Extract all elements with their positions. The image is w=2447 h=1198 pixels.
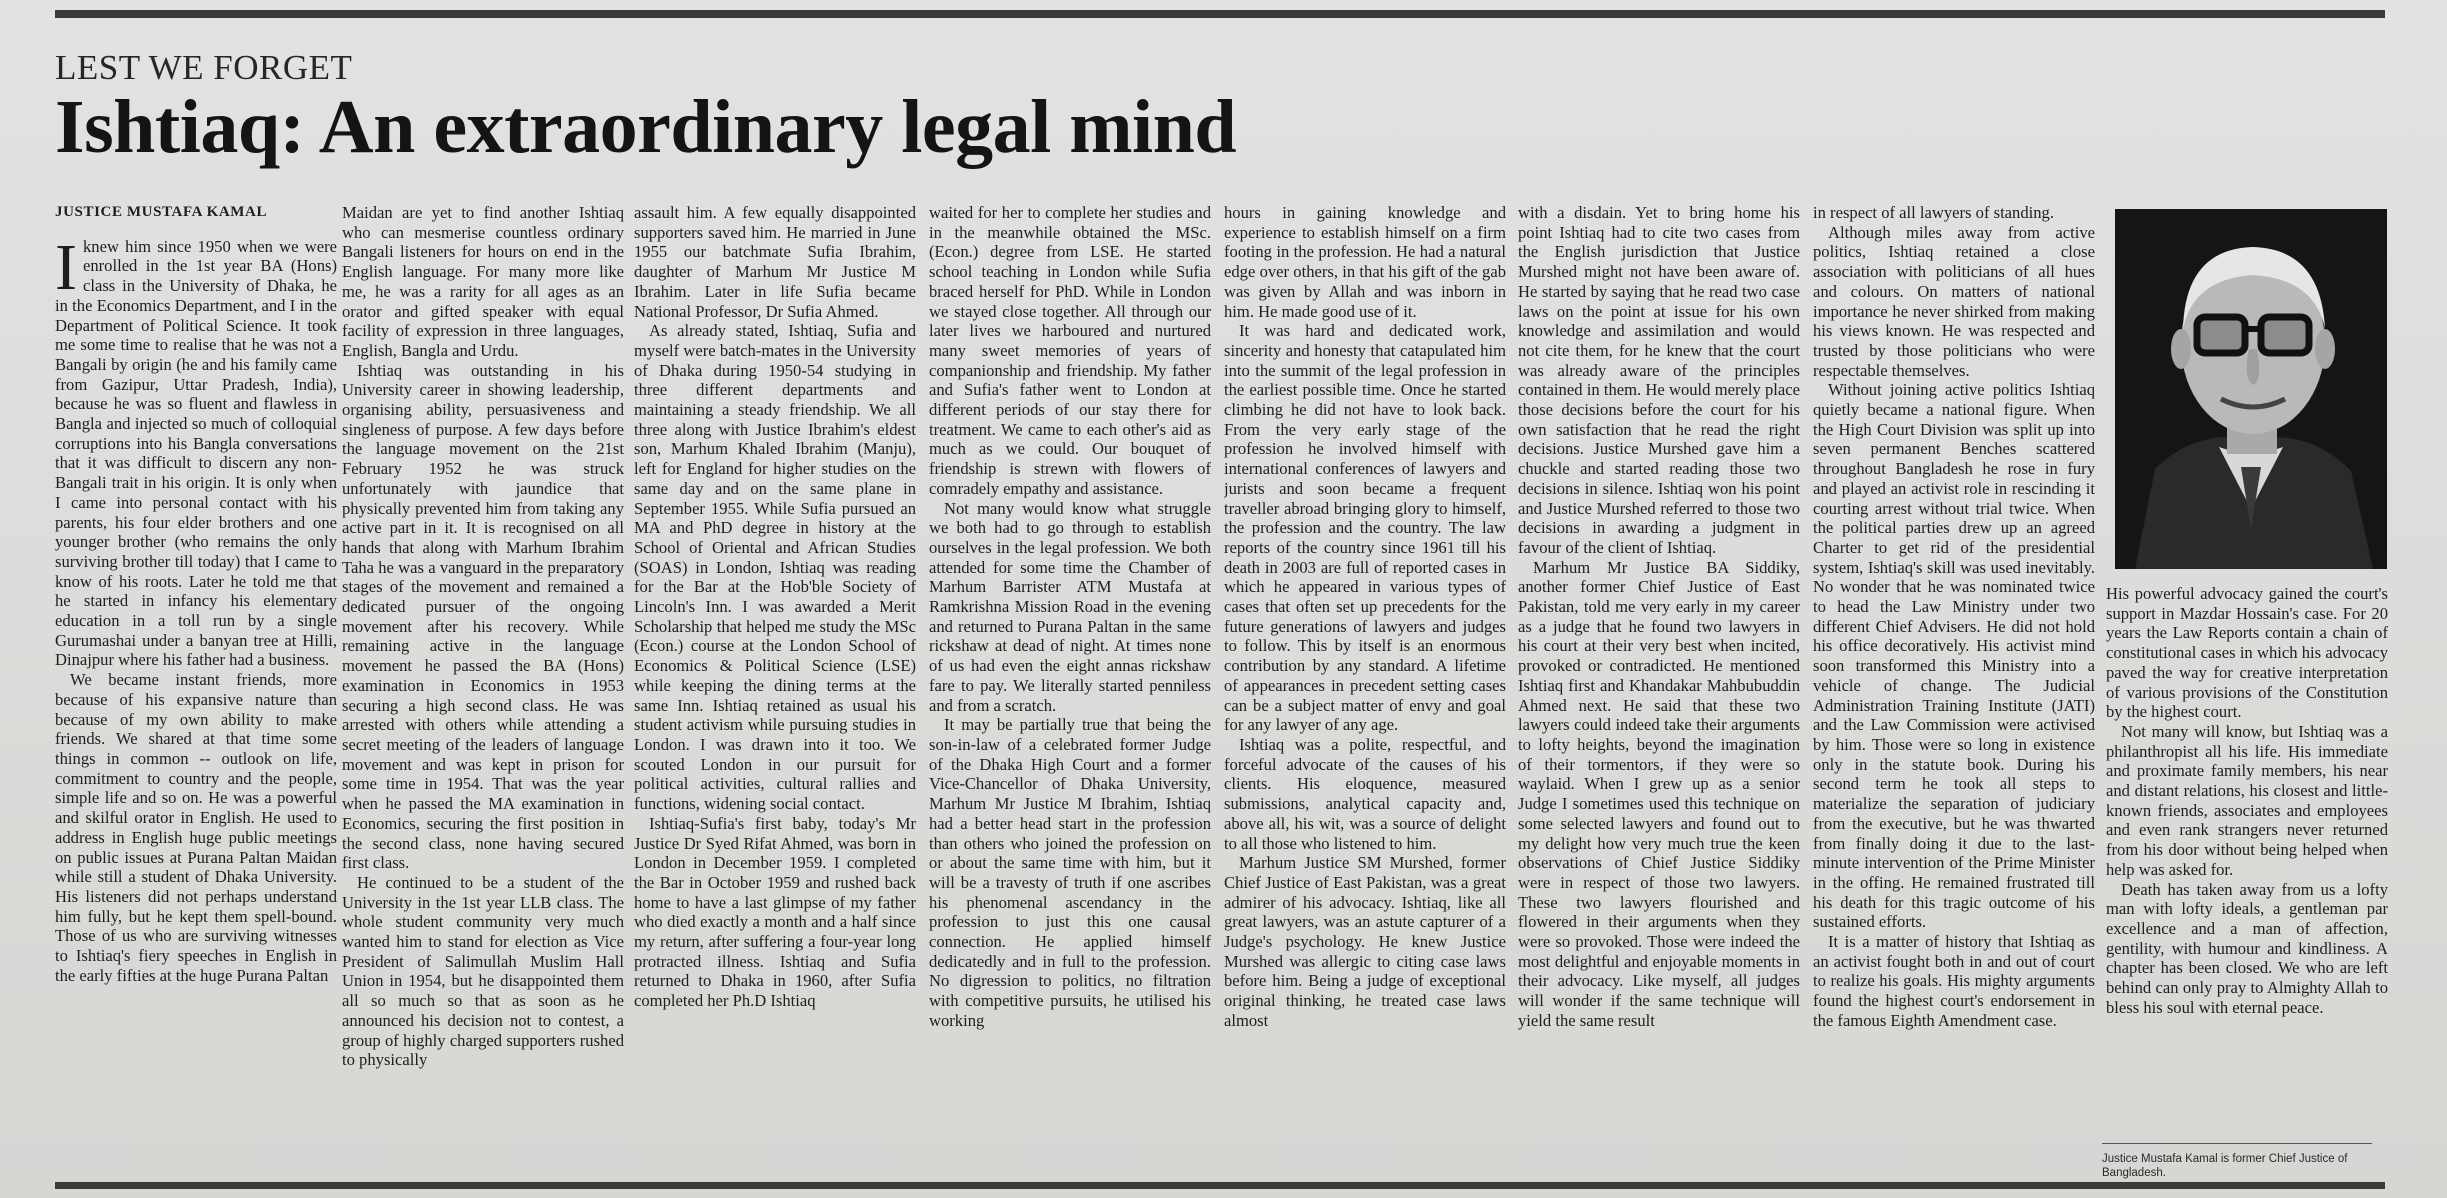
article-column-3 <box>634 203 916 1178</box>
paragraph: hours in gaining knowledge and experience to establish himself on a firm footing in the profession. He had a natural edge over others, in that his gift of the gab was given by Allah and was inborn in him. He made good use of it. <box>1224 203 1506 321</box>
paragraph: It may be partially true that being the son-in-law of a celebrated former Judge of the Dhaka High Court and a former Vice-Chancellor of Dhaka University, Marhum Mr Justice M Ibrahim, Ishtiaq had a better head start in the profession than others who joined the profession on or about the same time with him, but it will be a travesty of truth if one ascribes his phenomenal ascendancy in the profession to just this one causal connection. He applied himself dedicatedly and in full to the profession. No digression to politics, no filtration with competitive pursuits, he utilised his working <box>929 715 1211 1030</box>
paragraph: Ishtiaq was outstanding in his University career in showing leadership, organising ability, persuasiveness and singleness of purpose. A few days before the language movement on the 21st February 1952 he was struck unfortunately with jaundice that physically prevented him from taking any active part in it. It is recognised on all hands that along with Marhum Ibrahim Taha he was a vanguard in the preparatory stages of the movement and remained a dedicated pursuer of the ongoing movement after his recovery. While remaining active in the language movement he passed the BA (Hons) examination in Economics in 1953 securing a high second class. He was arrested with others while attending a secret meeting of the leaders of language movement and was kept in prison for some time in 1954. That was the year when he passed the MA examination in Economics, securing the first position in the second class, none having secured first class. <box>342 360 624 873</box>
author-caption: Justice Mustafa Kamal is former Chief Justice of Bangladesh. <box>2102 1153 2348 1179</box>
article-column-4 <box>929 203 1211 1178</box>
paragraph: in respect of all lawyers of standing. <box>1813 203 2054 222</box>
article-column-6 <box>1518 203 1800 1178</box>
paragraph: Iknew him since 1950 when we were enrolled in the 1st year BA (Hons) class in the University of Dhaka, he in the Economics Department, and I in the Department of Political Science. It took me some time to realise that he was not a Bangali by origin (he and his family came from Gazipur, Uttar Pradesh, India), because he was so fluent and flawless in Bangla and injected so much of colloquial corruptions into his Bangla conversations that it was difficult to discern any non-Bangali trait in his origin. It is only when I came into personal contact with his parents, his four elder brothers and one younger brother (who remains the only surviving brother till today) that I came to know of his roots. Later he told me that he started in infancy his elementary education in a toll run by a single Gurumashai under a banyan tree at Hilli, Dinajpur where his father had a business. <box>55 230 337 670</box>
paragraph: As already stated, Ishtiaq, Sufia and myself were batch-mates in the University of Dhaka during 1950-54 studying in three different departments and maintaining a steady friendship. We all three along with Justice Ibrahim's eldest son, Marhum Khaled Ibrahim (Manju), left for England for higher studies on the same day and on the same plane in September 1955. While Sufia pursued an MA and PhD degree in history at the School of Oriental and African Studies (SOAS) in London, Ishtiaq was reading for the Bar at the Hob'ble Society of Lincoln's Inn. I was awarded a Merit Scholarship that helped me study the MSc (Econ.) course at the London School of Economics & Political Science (LSE) while keeping the dining terms at the same Inn. Ishtiaq retained as usual his student activism while pursuing studies in London. I was drawn into it too. We scouted London in our pursuit for political activities, cultural rallies and functions, widening social contact. <box>634 321 916 814</box>
byline: JUSTICE MUSTAFA KAMAL <box>55 204 268 220</box>
paragraph: assault him. A few equally disappointed supporters saved him. He married in June 1955 our batchmate Sufia Ibrahim, daughter of Marhum Mr Justice M Ibrahim. Later in life Sufia became National Professor, Dr Sufia Ahmed. <box>634 203 916 321</box>
paragraph: Death has taken away from us a lofty man with lofty ideals, a gentleman par excellence and a man of affection, gentility, with humour and kindliness. A chapter has been closed. We who are left behind can only pray to Almighty Allah to bless his soul with eternal peace. <box>2106 879 2388 1017</box>
paragraph: Without joining active politics Ishtiaq quietly became a national figure. When the High Court Division was split up into seven permanent Benches scattered throughout Bangladesh he rose in fury and played an activist role in rescinding it courting arrest without trial twice. When the political parties drew up an agreed Charter to get rid of the presidential system, Ishtiaq's skill was used inevitably. No wonder that he was nominated twice to head the Law Ministry under two different Chief Advisers. He did not hold his office decoratively. His activist mind soon transformed this Ministry into a vehicle of change. The Judicial Administration Training Institute (JATI) and the Law Commission were activised by him. Those were so long in existence only in the statute book. During his second term he took all steps to materialize the separation of judiciary from the executive, but he was thwarted from finally doing it due to the last-minute intervention of the Prime Minister in the offing. He remained frustrated till his death for this tragic outcome of his sustained efforts. <box>1813 380 2095 932</box>
paragraph: His powerful advocacy gained the court's support in Mazdar Hossain's case. For 20 years the Law Reports contain a chain of constitutional cases in which his advocacy paved the way for creative interpretation of various provisions of the Constitution by the highest court. <box>2106 584 2388 722</box>
paragraph: Ishtiaq was a polite, respectful, and forceful advocate of the causes of his clients. His eloquence, measured submissions, analytical capacity and, above all, his wit, was a source of delight to all those who listened to him. <box>1224 734 1506 853</box>
paragraph: Marhum Justice SM Murshed, former Chief Justice of East Pakistan, was a great admirer of his advocacy. Ishtiaq, like all great lawyers, was an astute capturer of a Judge's psychology. He knew Justice Murshed was allergic to citing case laws before him. Being a judge of exceptional original thinking, he treated case laws almost <box>1224 853 1506 1030</box>
paragraph: Marhum Mr Justice BA Siddiky, another former Chief Justice of East Pakistan, told me very early in my career as a judge that he found two lawyers in his court at their very best when incited, provoked or contradicted. He mentioned Ishtiaq first and Khandakar Mahbubuddin Ahmed next. He said that these two lawyers could indeed take their arguments to lofty heights, beyond the imagination of their tormentors, if they were so waylaid. When I grew up as a senior Judge I sometimes used this technique on some selected lawyers and found out to my delight how very much true the keen observations of Chief Justice Siddiky were in respect of those two lawyers. These two lawyers flourished and flowered in their arguments when they were so provoked. Those were indeed the most delightful and enjoyable moments in their advocacy. Like myself, all judges will wonder if the same technique will yield the same result <box>1518 557 1800 1030</box>
paragraph: It was hard and dedicated work, sincerity and honesty that catapulated him into the summit of the legal profession in the earliest possible time. Once he started climbing he did not have to look back. From the very early stage of the profession he involved himself with international conferences of lawyers and jurists and soon became a frequent traveller abroad bringing glory to himself, the profession and the country. The law reports of the country since 1961 till his death in 2003 are full of reported cases in which he appeared in various types of cases that often set up precedents for the future generations of lawyers and judges to follow. This by itself is an enormous contribution by any standard. A lifetime of appearances in precedent setting cases can be a subject matter of envy and goal for any lawyer of any age. <box>1224 321 1506 735</box>
headline: Ishtiaq: An extraordinary legal mind <box>55 85 1237 169</box>
top-rule <box>55 10 2385 18</box>
paragraph: Maidan are yet to find another Ishtiaq who can mesmerise countless ordinary Bangali listeners for hours on end in the English language. For many more like me, he was a rarity for all ages as an orator and gifted speaker with equal facility of expression in three languages, English, Bangla and Urdu. <box>342 203 624 360</box>
paragraph: with a disdain. Yet to bring home his point Ishtiaq had to cite two cases from the English jurisdiction that Justice Murshed might not have been aware of. He started by saying that he read two case laws on the point at issue for his own knowledge and assimilation and would not cite them, for he knew that the court was already aware of the principles contained in them. He would merely place those decisions before the court for his own satisfaction that he read the right decisions. Justice Murshed gave him a chuckle and started reading those two decisions in silence. Ishtiaq won his point and Justice Murshed referred to those two decisions in awarding a judgment in favour of the client of Ishtiaq. <box>1518 203 1800 557</box>
paragraph: Ishtiaq-Sufia's first baby, today's Mr Justice Dr Syed Rifat Ahmed, was born in London in December 1959. I completed the Bar in October 1959 and rushed back home to have a last glimpse of my father who died exactly a month and a half since my return, after suffering a four-year long protracted illness. Ishtiaq and Sufia returned to Dhaka in 1960, after Sufia completed her Ph.D Ishtiaq <box>634 813 916 1011</box>
portrait-illustration <box>2115 209 2387 569</box>
article-column-8 <box>2106 584 2388 1138</box>
portrait-photo <box>2115 209 2387 569</box>
article-column-2 <box>342 203 624 1178</box>
drop-cap: I <box>55 230 77 304</box>
paragraph: It is a matter of history that Ishtiaq as an activist fought both in and out of court to realize his goals. His mighty arguments found the highest court's endorsement in the famous Eighth Amendment case. <box>1813 932 2095 1030</box>
paragraph: He continued to be a student of the University in the 1st year LLB class. The whole student community very much wanted him to stand for election as Vice President of Salimullah Muslim Hall Union in 1954, but he disappointed them all so much so that as soon as he announced his decision not to contest, a group of highly charged supporters rushed to physically <box>342 872 624 1070</box>
section-kicker: LEST WE FORGET <box>55 48 353 87</box>
bottom-rule <box>55 1182 2385 1189</box>
article-column-1 <box>55 203 337 1178</box>
article-column-7 <box>1813 203 2095 1178</box>
paragraph: We became instant friends, more because of his expansive nature than because of my own ability to make friends. We shared at that time some things in common -- outlook on life, commitment to country and the people, simple life and so on. He was a powerful and skilful orator in English. He used to address in English huge public meetings on public issues at Purana Paltan Maidan while still a student of Dhaka University. His listeners did not perhaps understand him fully, but he kept them spell-bound. Those of us who are surviving witnesses to Ishtiaq's fiery speeches in English in the early fifties at the huge Purana Paltan <box>55 670 337 985</box>
paragraph: Not many would know what struggle we both had to go through to establish ourselves in the legal profession. We both attended for some time the Chamber of Marhum Barrister ATM Mustafa at Ramkrishna Mission Road in the evening and returned to Purana Paltan in the same rickshaw at dead of night. At times none of us had even the eight annas rickshaw fare to pay. We literally started penniless and from a scratch. <box>929 498 1211 715</box>
paragraph: Not many will know, but Ishtiaq was a philanthropist all his life. His immediate and proximate family members, his near and distant relations, his closest and little-known friends, associates and employees and even rank strangers never returned from his door without being helped when help was asked for. <box>2106 721 2388 879</box>
article-column-5 <box>1224 203 1506 1178</box>
paragraph: waited for her to complete her studies and in the meanwhile obtained the MSc. (Econ.) degree from LSE. He started school teaching in London while Sufia braced herself for PhD. While in London we stayed close together. All through our later lives we harboured and nurtured many sweet memories of years of companionship and friendship. My father and Sufia's father went to London at different periods of our stay there for treatment. We came to each other's aid as much as we could. Our bouquet of friendship is strewn with flowers of comradely empathy and assistance. <box>929 203 1211 498</box>
paragraph: Although miles away from active politics, Ishtiaq retained a close association with politicians of all hues and colours. On matters of national importance he never shirked from making his views known. He was respected and trusted by those politicians who were respectable themselves. <box>1813 222 2095 380</box>
caption-rule <box>2102 1143 2372 1144</box>
